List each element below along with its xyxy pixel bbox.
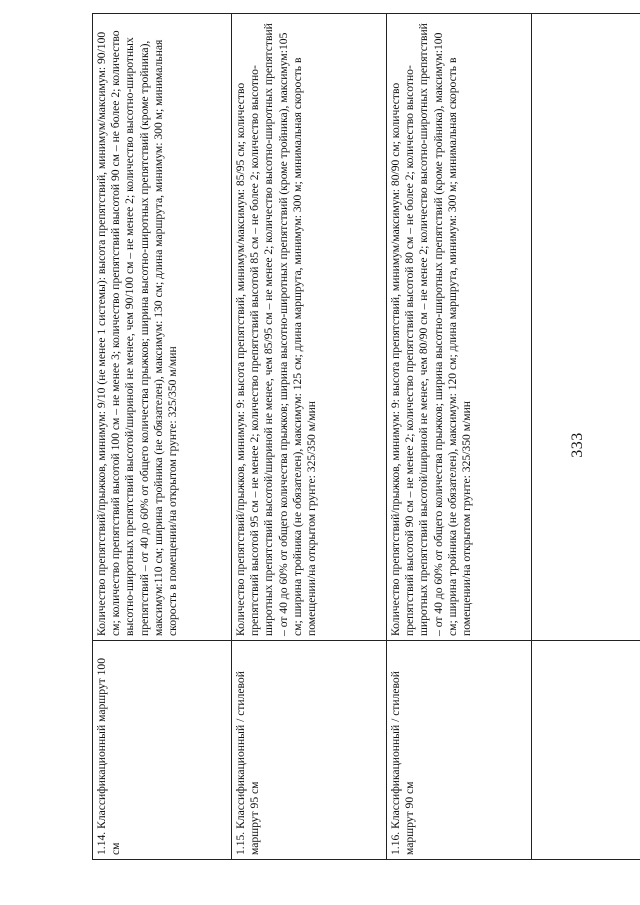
- route-name-cell: 1.14. Классификационный маршрут 100 см: [93, 641, 232, 860]
- route-name-cell: 1.16. Классификационный / стилевой маршрут 90 см: [387, 641, 532, 860]
- table-row: [232, 14, 387, 860]
- table-row-empty: [532, 14, 640, 860]
- route-name-cell: 1.15. Классификационный / стилевой маршрут 95 см: [232, 641, 387, 860]
- requirements-table: [92, 13, 640, 860]
- route-description-cell: Количество препятствий/прыжков, минимум: 9: высота препятствий, минимум/максимум: 85/95 см; количество препятствий высотой 95 см – не менее 2; количество препятствий высотой 85 см – не более 2; количество высотно-широтных препятствий высотой/шириной не менее, чем 85/95 см – не менее 2; количество высотно-широтных препятствий – от 40 до 60% от общего количества прыжков; ширина высотно-широтных препятствий (кроме тройника), максимум:105 см; ширина тройника (не обязателен), максимум: 125 см; длина маршрута, минимум: 300 м; минимальная скорость в помещении/на открытом грунте: 325/350 м/мин: [232, 14, 387, 641]
- route-description-cell: Количество препятствий/прыжков, минимум: 9: высота препятствий, минимум/максимум: 80/90 см; количество препятствий высотой 90 см – не менее 2; количество препятствий высотой 80 см – не более 2; количество высотно-широтных препятствий высотой/шириной не менее, чем 80/90 см – не менее 2; количество высотно-широтных препятствий – от 40 до 60% от общего количества прыжков; ширина высотно-широтных препятствий (кроме тройника), максимум:100 см; ширина тройника (не обязателен), максимум: 120 см; длина маршрута, минимум: 300 м; минимальная скорость в помещении/на открытом грунте: 325/350 м/мин: [387, 14, 532, 641]
- table-row: [387, 14, 532, 860]
- route-description-cell: Количество препятствий/прыжков, минимум: 9/10 (не менее 1 системы): высота препятствий, минимум/максимум: 90/100 см; количество препятствий высотой 100 см – не менее 3; количество препятствий высотой 90 см – не более 2; количество высотно-широтных препятствий высотой/шириной не менее, чем 90/100 см – не менее 2; количество высотно-широтных препятствий – от 40 до 60% от общего количества прыжков; ширина высотно-широтных препятствий (кроме тройника), максимум:110 см; ширина тройника (не обязателен), максимум: 130 см; длина маршрута, минимум: 300 м; минимальная скорость в помещении/на открытом грунте: 325/350 м/мин: [93, 14, 232, 641]
- table-row: [93, 14, 232, 860]
- empty-cell: [532, 14, 640, 641]
- empty-cell: [532, 641, 640, 860]
- page-number: 333: [569, 432, 586, 458]
